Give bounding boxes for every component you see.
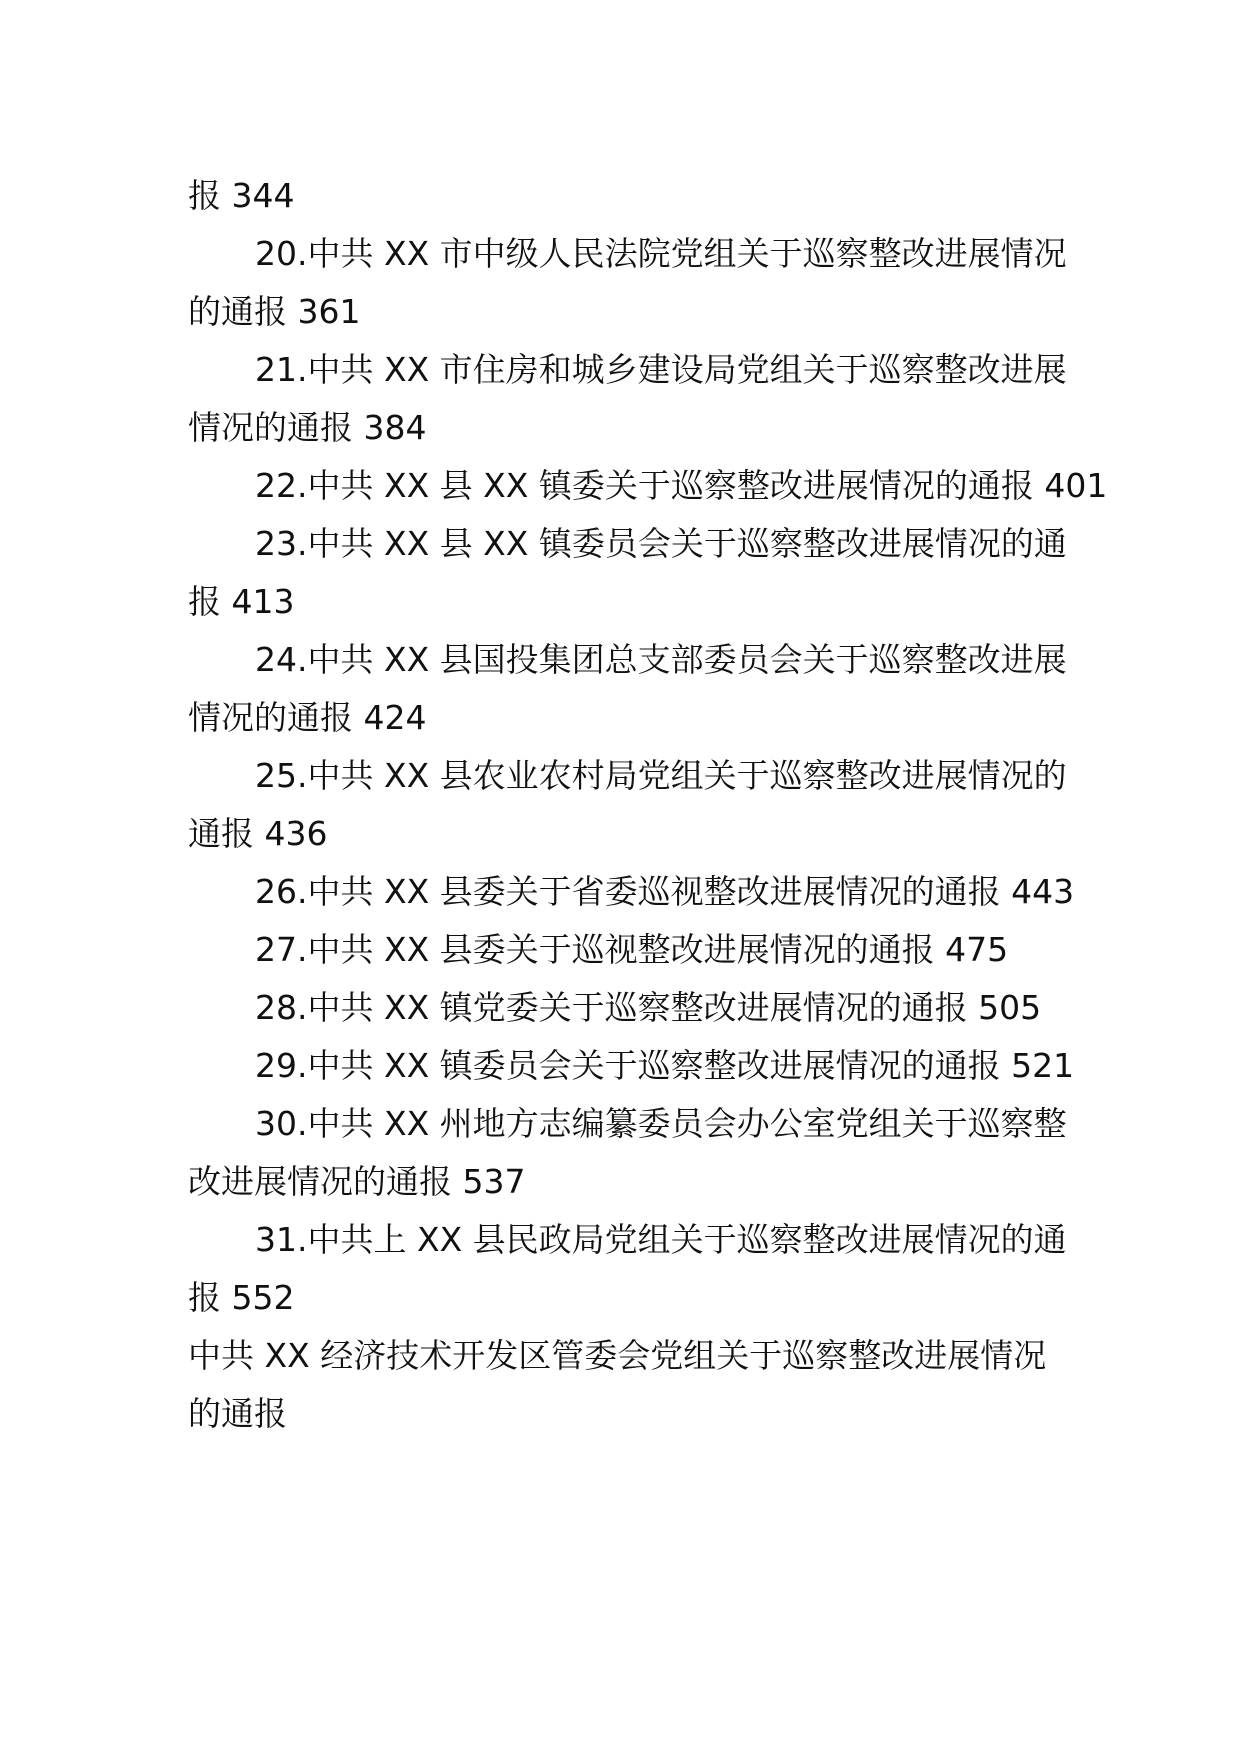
toc-line: 情况的通报 424 [188,698,427,737]
toc-line: 报 344 [188,176,295,215]
toc-line: 27.中共 XX 县委关于巡视整改进展情况的通报 475 [255,930,1009,969]
toc-line: 25.中共 XX 县农业农村局党组关于巡察整改进展情况的 [255,756,1067,795]
toc-line: 26.中共 XX 县委关于省委巡视整改进展情况的通报 443 [255,872,1075,911]
toc-line: 23.中共 XX 县 XX 镇委员会关于巡察整改进展情况的通 [255,524,1067,563]
toc-line: 情况的通报 384 [188,408,427,447]
toc-line: 28.中共 XX 镇党委关于巡察整改进展情况的通报 505 [255,988,1042,1027]
toc-line: 20.中共 XX 市中级人民法院党组关于巡察整改进展情况 [255,234,1067,273]
toc-line: 中共 XX 经济技术开发区管委会党组关于巡察整改进展情况 [188,1336,1047,1375]
toc-line: 的通报 [188,1394,287,1433]
toc-line: 30.中共 XX 州地方志编纂委员会办公室党组关于巡察整 [255,1104,1067,1143]
toc-line: 22.中共 XX 县 XX 镇委关于巡察整改进展情况的通报 401 [255,466,1108,505]
toc-line: 通报 436 [188,814,328,853]
toc-line: 31.中共上 XX 县民政局党组关于巡察整改进展情况的通 [255,1220,1067,1259]
toc-line: 的通报 361 [188,292,361,331]
toc-line: 报 552 [188,1278,295,1317]
toc-line: 21.中共 XX 市住房和城乡建设局党组关于巡察整改进展 [255,350,1067,389]
toc-line: 29.中共 XX 镇委员会关于巡察整改进展情况的通报 521 [255,1046,1075,1085]
toc-line: 报 413 [188,582,295,621]
toc-line: 24.中共 XX 县国投集团总支部委员会关于巡察整改进展 [255,640,1067,679]
toc-line: 改进展情况的通报 537 [188,1162,526,1201]
